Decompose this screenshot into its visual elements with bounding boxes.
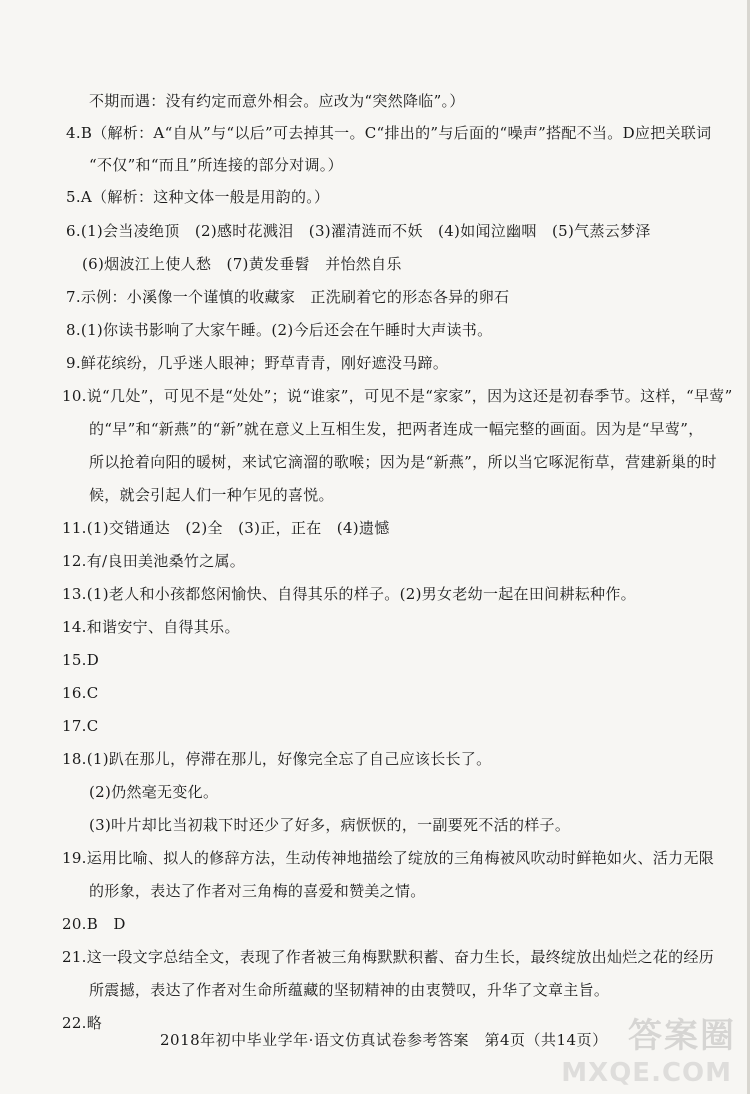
text-line: 7.示例：小溪像一个谨慎的收藏家 正洗刷着它的形态各异的卵石: [66, 288, 510, 306]
text-line: 14.和谐安宁、自得其乐。: [62, 618, 240, 636]
text-line: 11.(1)交错通达 (2)全 (3)正，正在 (4)遗憾: [62, 519, 390, 537]
text-line: 所震撼，表达了作者对生命所蕴藏的坚韧精神的由衷赞叹，升华了文章主旨。: [89, 981, 610, 999]
watermark-logo: 答案圈: [628, 1016, 736, 1056]
text-line: 18.(1)趴在那儿，停滞在那儿，好像完全忘了自己应该长长了。: [62, 750, 492, 768]
text-line: 4.B（解析：A“自从”与“以后”可去掉其一。C“排出的”与后面的“噪声”搭配不当。D应把关联词: [66, 124, 712, 142]
text-line: 所以抢着向阳的暖树，来试它滴溜的歌喉；因为是“新燕”，所以当它啄泥衔草，营建新巢的时: [89, 453, 717, 471]
page-footer: 2018年初中毕业学年·语文仿真试卷参考答案 第4页（共14页）: [160, 1031, 608, 1049]
text-line: 21.这一段文字总结全文，表现了作者被三角梅默默积蓄、奋力生长，最终绽放出灿烂之花的经历: [62, 948, 715, 966]
text-line: (2)仍然毫无变化。: [89, 783, 219, 801]
text-line: 候，就会引起人们一种乍见的喜悦。: [89, 486, 334, 504]
text-line: 6.(1)会当凌绝顶 (2)感时花溅泪 (3)濯清涟而不妖 (4)如闻泣幽咽 (5)气蒸云梦泽: [66, 222, 651, 240]
text-line: 12.有/良田美池桑竹之属。: [62, 552, 246, 570]
text-line: 的形象，表达了作者对三角梅的喜爱和赞美之情。: [89, 882, 426, 900]
watermark: [552, 1008, 742, 1088]
watermark-url: MXQE.COM: [561, 1058, 732, 1088]
text-line: 17.C: [62, 717, 99, 735]
text-line: 20.B D: [62, 915, 126, 933]
text-line: 9.鲜花缤纷，几乎迷人眼神；野草青青，刚好遮没马蹄。: [66, 354, 449, 372]
text-line: 19.运用比喻、拟人的修辞方法，生动传神地描绘了绽放的三角梅被风吹动时鲜艳如火、活力无限: [62, 849, 715, 867]
text-line: “不仅”和“而且”所连接的部分对调。）: [89, 156, 343, 174]
text-line: 10.说“几处”，可见不是“处处”；说“谁家”，可见不是“家家”，因为这还是初春季节。这样，“早莺”: [62, 387, 733, 405]
text-line: 不期而遇：没有约定而意外相会。应改为“突然降临”。）: [89, 92, 465, 110]
text-line: 15.D: [62, 651, 100, 669]
text-line: 16.C: [62, 684, 99, 702]
text-line: (3)叶片却比当初栽下时还少了好多，病恹恹的，一副要死不活的样子。: [89, 816, 571, 834]
text-line: 的“早”和“新燕”的“新”就在意义上互相生发，把两者连成一幅完整的画面。因为是“早莺”，: [89, 420, 704, 438]
text-line: 5.A（解析：这种文体一般是用韵的。）: [66, 188, 330, 206]
text-line: (6)烟波江上使人愁 (7)黄发垂髫 并怡然自乐: [82, 255, 402, 273]
text-line: 8.(1)你读书影响了大家午睡。(2)今后还会在午睡时大声读书。: [66, 321, 493, 339]
text-line: 13.(1)老人和小孩都悠闲愉快、自得其乐的样子。(2)男女老幼一起在田间耕耘种作。: [62, 585, 636, 603]
text-line: 22.略: [62, 1014, 103, 1032]
